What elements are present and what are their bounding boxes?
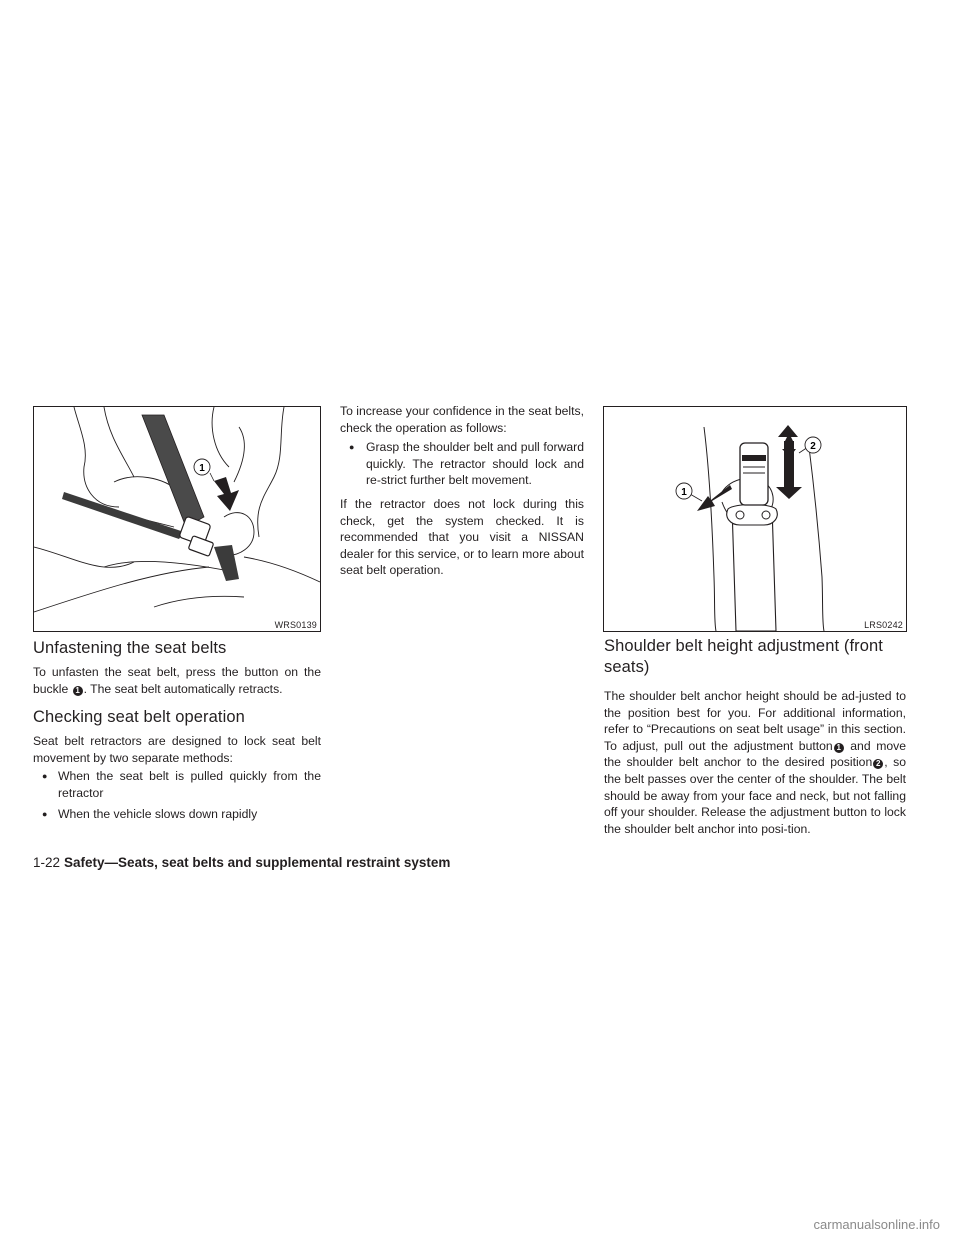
bullet-item: ● Grasp the shoulder belt and pull forward quickly. The retractor should lock and re-strict further belt movement. — [349, 440, 584, 488]
circled-number-1: 1 — [73, 686, 83, 696]
retractor-paragraph: If the retractor does not lock during this check, get the system checked. It is recommended that you visit a NISSAN dealer for this service, or to learn more about seat belt operation. — [340, 496, 584, 578]
bullet-icon: ● — [42, 808, 48, 819]
figure-unfasten-belt — [33, 406, 321, 632]
callout-1: 1 — [199, 463, 205, 474]
circled-number-1: 1 — [834, 743, 844, 753]
page-number: 1-22 — [33, 855, 61, 870]
figure-code: LRS0242 — [864, 620, 903, 630]
watermark: carmanualsonline.info — [813, 1217, 940, 1232]
confidence-intro: To increase your confidence in the seat belts, check the operation as follows: — [340, 404, 584, 435]
callout-2: 2 — [810, 441, 816, 452]
page-footer — [33, 855, 450, 870]
shoulder-paragraph: The shoulder belt anchor height should be ad-justed to the position best for you. For additional information, refer to “Precautions on seat belt usage” in this section. To adjust, pull out the adjustment button 1 and move the shoulder belt anchor to the desired position 2 , so the belt passes over the center of the shoulder. The belt should be away from your face and neck, but not falling off your shoulder. Release the adjustment button to lock the shoulder belt anchor into posi-tion. — [604, 689, 906, 836]
heading-shoulder-adjust: Shoulder belt height adjustment (front seats) — [604, 637, 883, 676]
bullet-icon: ● — [42, 771, 48, 782]
unfasten-paragraph: To unfasten the seat belt, press the button on the buckle 1 . The seat belt automatically retracts. — [33, 665, 321, 696]
checking-intro: Seat belt retractors are designed to lock seat belt movement by two separate methods: — [33, 734, 321, 765]
bullet-item: ● When the seat belt is pulled quickly from the retractor — [42, 769, 321, 800]
chapter-title: Safety—Seats, seat belts and supplemental restraint system — [64, 855, 451, 870]
bullet-item: ● When the vehicle slows down rapidly — [42, 806, 258, 821]
seatbelt-buckle-illustration — [34, 407, 320, 631]
circled-number-2: 2 — [873, 759, 883, 769]
figure-code: WRS0139 — [274, 620, 317, 630]
bullet-icon: ● — [349, 442, 355, 453]
heading-unfastening: Unfastening the seat belts — [33, 639, 227, 657]
right-column — [604, 636, 906, 837]
left-column — [33, 638, 321, 822]
middle-column — [340, 403, 584, 579]
callout-1: 1 — [681, 487, 687, 498]
shoulder-anchor-illustration — [604, 407, 906, 631]
figure-shoulder-adjust — [603, 406, 907, 632]
heading-checking: Checking seat belt operation — [33, 708, 245, 727]
